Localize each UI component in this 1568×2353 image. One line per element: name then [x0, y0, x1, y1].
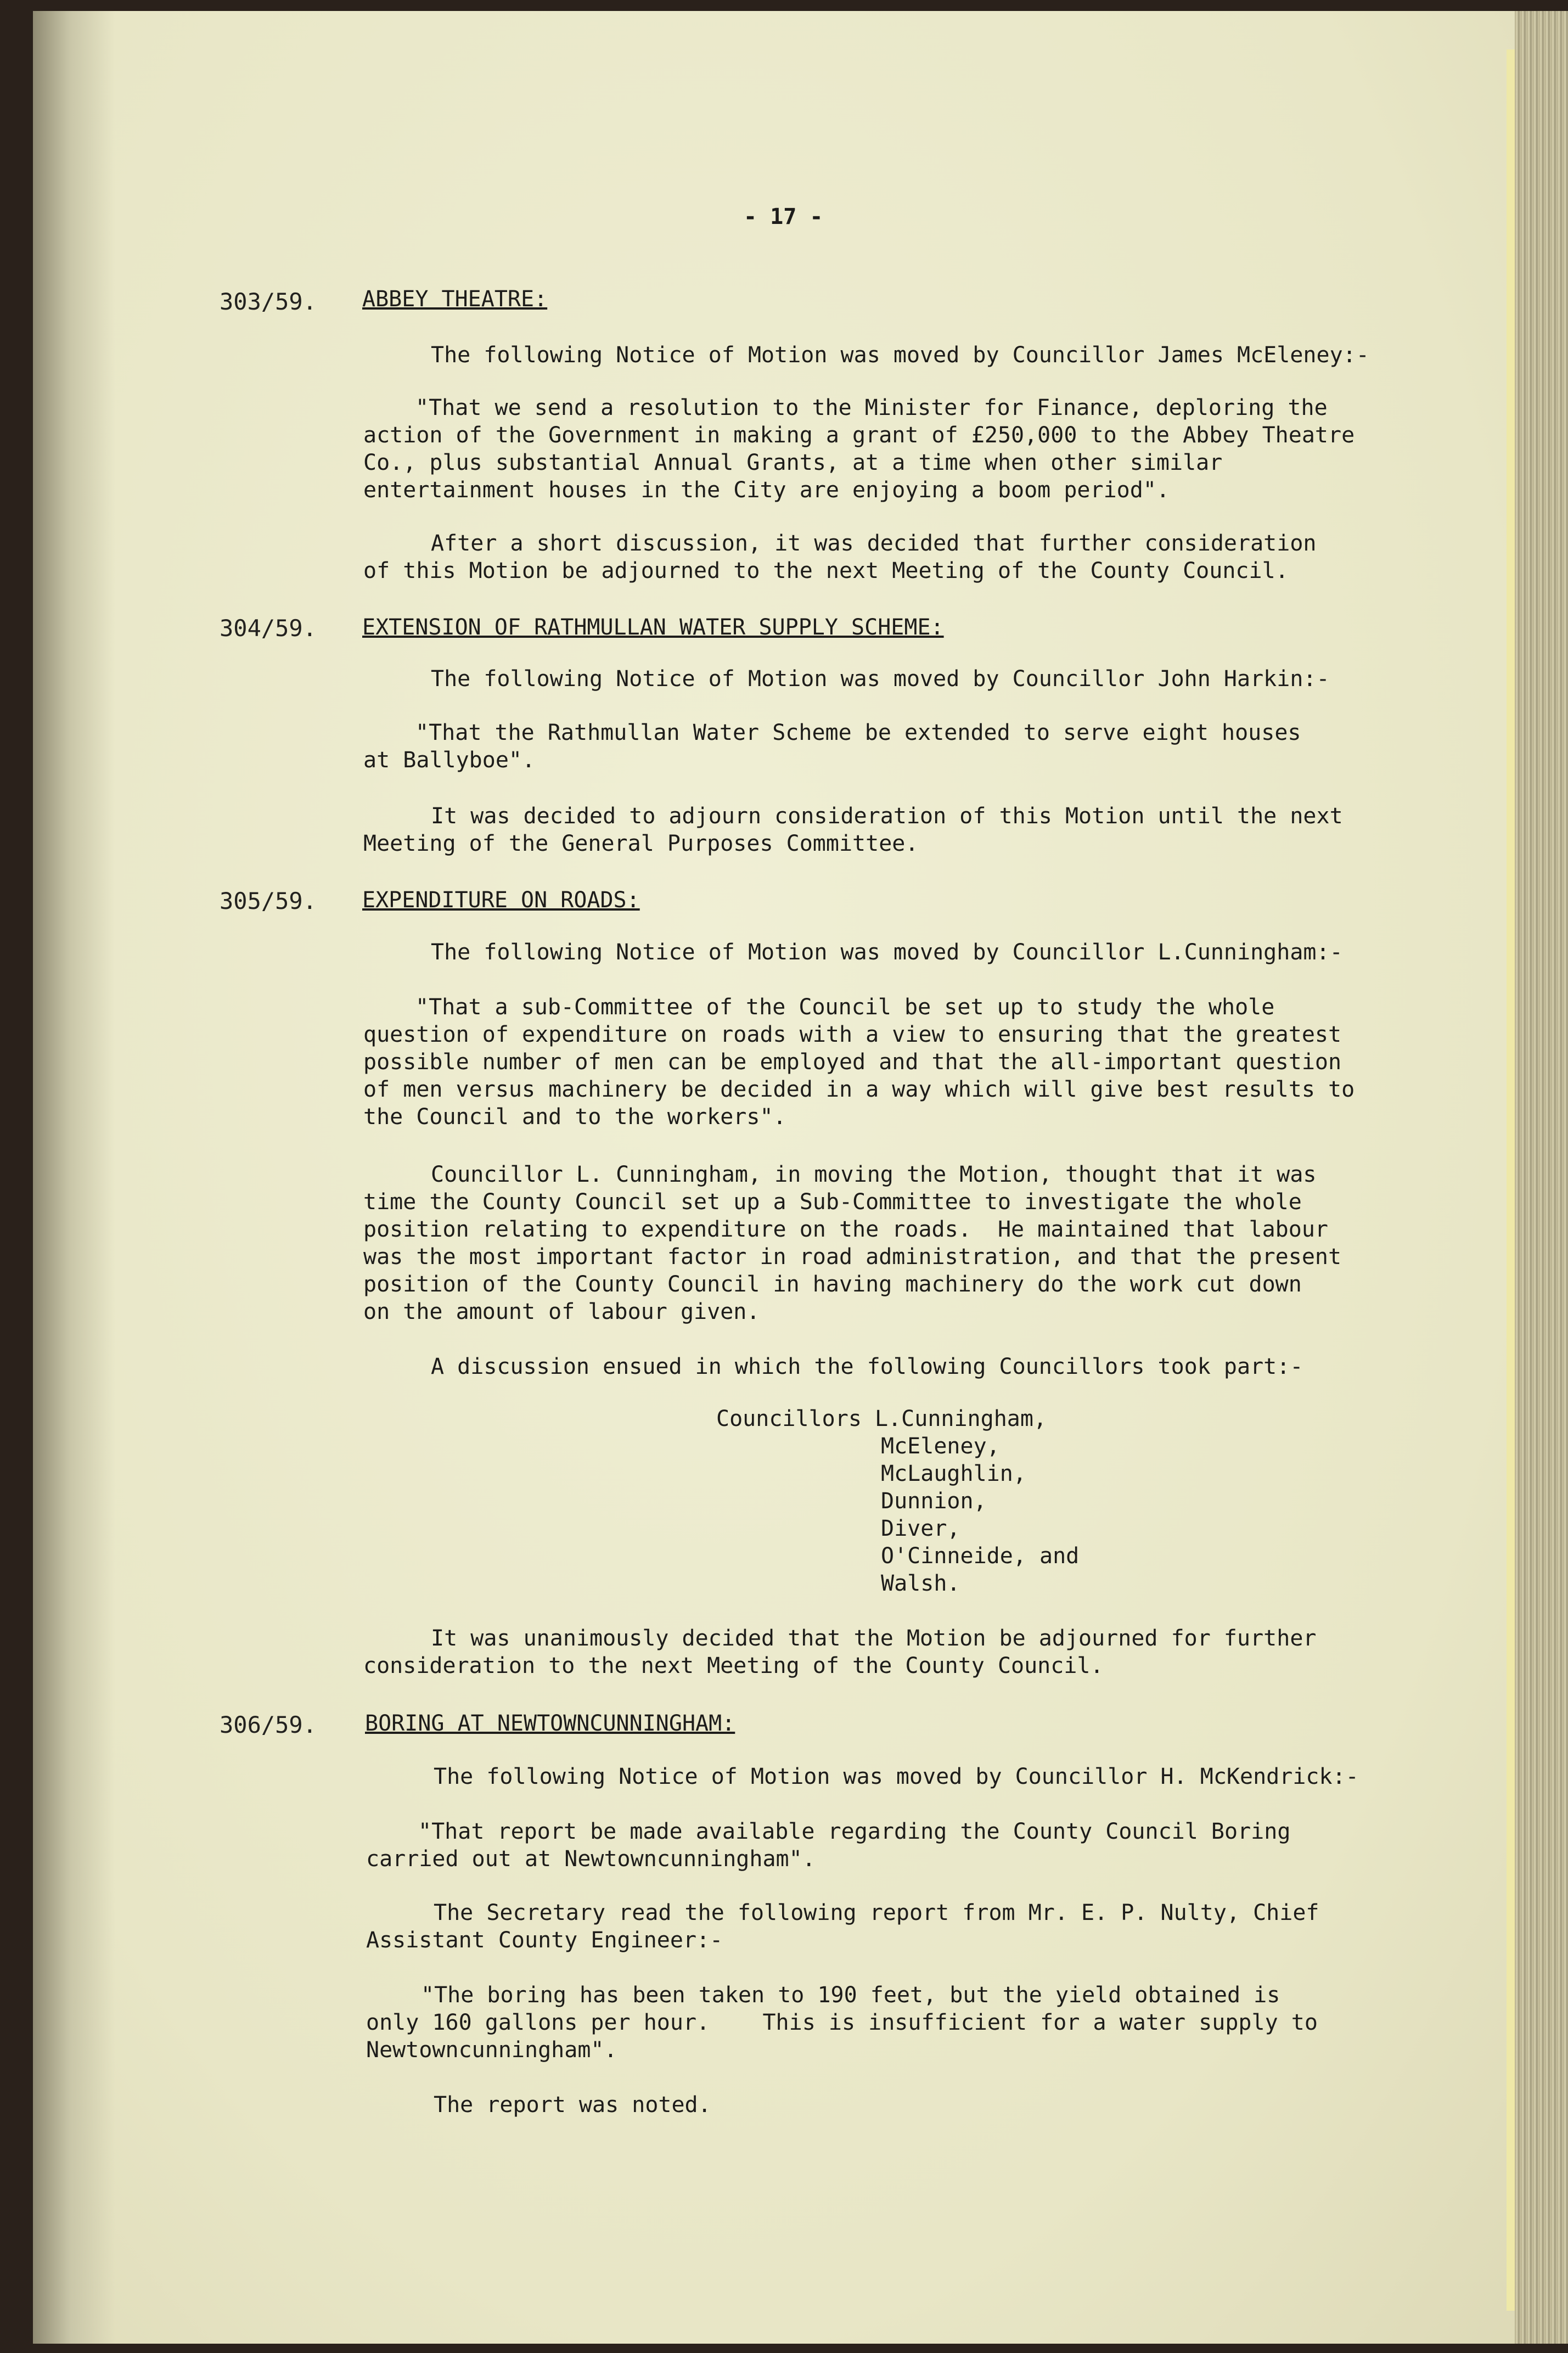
text-line: A discussion ensued in which the following Councillors took part:-: [431, 1354, 1303, 1379]
item-number: 303/59.: [220, 288, 317, 315]
text-line: The following Notice of Motion was moved by Councillor James McEleney:-: [431, 342, 1369, 368]
text-line: possible number of men can be employed and that the all-important question: [363, 1049, 1342, 1075]
text-line: Councillor L. Cunningham, in moving the Motion, thought that it was: [431, 1162, 1317, 1187]
councillor-list-line: McEleney,: [881, 1434, 1000, 1459]
item-heading: EXPENDITURE ON ROADS:: [362, 888, 640, 913]
item-number: 304/59.: [220, 615, 317, 642]
item-number: 306/59.: [220, 1711, 317, 1738]
councillor-list-line: Dunnion,: [881, 1489, 987, 1514]
text-line: It was decided to adjourn consideration of this Motion until the next: [431, 804, 1343, 829]
councillor-list-line: Walsh.: [881, 1571, 960, 1596]
text-line: The report was noted.: [434, 2092, 711, 2118]
councillor-list-line: Councillors L.Cunningham,: [716, 1406, 1047, 1431]
text-line: position relating to expenditure on the roads. He maintained that labour: [363, 1217, 1328, 1242]
text-line: of this Motion be adjourned to the next Meeting of the County Council.: [363, 558, 1289, 583]
text-line: "That a sub-Committee of the Council be set up to study the whole: [415, 995, 1275, 1020]
text-line: "That we send a resolution to the Minister for Finance, deploring the: [415, 395, 1328, 420]
text-line: "That report be made available regarding the County Council Boring: [418, 1819, 1291, 1844]
item-heading: EXTENSION OF RATHMULLAN WATER SUPPLY SCHEME:: [362, 615, 944, 640]
text-line: Newtowncunningham".: [366, 2037, 617, 2063]
page-number: - 17 -: [744, 204, 823, 229]
text-line: The following Notice of Motion was moved by Councillor John Harkin:-: [431, 666, 1330, 692]
item-heading: ABBEY THEATRE:: [362, 287, 548, 312]
text-line: time the County Council set up a Sub-Committee to investigate the whole: [363, 1189, 1302, 1215]
text-line: Assistant County Engineer:-: [366, 1928, 723, 1953]
text-line: action of the Government in making a grant of £250,000 to the Abbey Theatre: [363, 423, 1355, 448]
text-line: After a short discussion, it was decided that further consideration: [431, 531, 1317, 556]
text-line: carried out at Newtowncunningham".: [366, 1846, 816, 1872]
text-line: question of expenditure on roads with a view to ensuring that the greatest: [363, 1022, 1342, 1047]
text-line: of men versus machinery be decided in a way which will give best results to: [363, 1077, 1355, 1102]
page-stack-edge: [1515, 11, 1568, 2344]
text-line: Meeting of the General Purposes Committee.: [363, 831, 919, 856]
text-line: at Ballyboe".: [363, 748, 536, 773]
text-line: Co., plus substantial Annual Grants, at a time when other similar: [363, 450, 1223, 475]
item-number: 305/59.: [220, 888, 317, 914]
binding-shadow: [33, 11, 115, 2344]
text-line: The Secretary read the following report from Mr. E. P. Nulty, Chief: [434, 1900, 1319, 1925]
text-line: The following Notice of Motion was moved by Councillor L.Cunningham:-: [431, 940, 1343, 965]
text-line: position of the County Council in having machinery do the work cut down: [363, 1272, 1302, 1297]
text-line: It was unanimously decided that the Motion be adjourned for further: [431, 1626, 1317, 1651]
text-line: the Council and to the workers".: [363, 1104, 786, 1130]
text-line: "The boring has been taken to 190 feet, but the yield obtained is: [421, 1983, 1280, 2008]
text-line: "That the Rathmullan Water Scheme be extended to serve eight houses: [415, 720, 1301, 745]
text-line: was the most important factor in road administration, and that the present: [363, 1244, 1342, 1270]
text-line: entertainment houses in the City are enjoying a boom period".: [363, 478, 1170, 503]
item-heading: BORING AT NEWTOWNCUNNINGHAM:: [365, 1711, 735, 1736]
text-line: on the amount of labour given.: [363, 1299, 760, 1324]
text-line: The following Notice of Motion was moved by Councillor H. McKendrick:-: [434, 1764, 1359, 1789]
text-line: consideration to the next Meeting of the County Council.: [363, 1653, 1104, 1678]
councillor-list-line: McLaughlin,: [881, 1461, 1026, 1486]
councillor-list-line: Diver,: [881, 1516, 960, 1541]
text-line: only 160 gallons per hour. This is insufficient for a water supply to: [366, 2010, 1318, 2035]
councillor-list-line: O'Cinneide, and: [881, 1543, 1080, 1569]
